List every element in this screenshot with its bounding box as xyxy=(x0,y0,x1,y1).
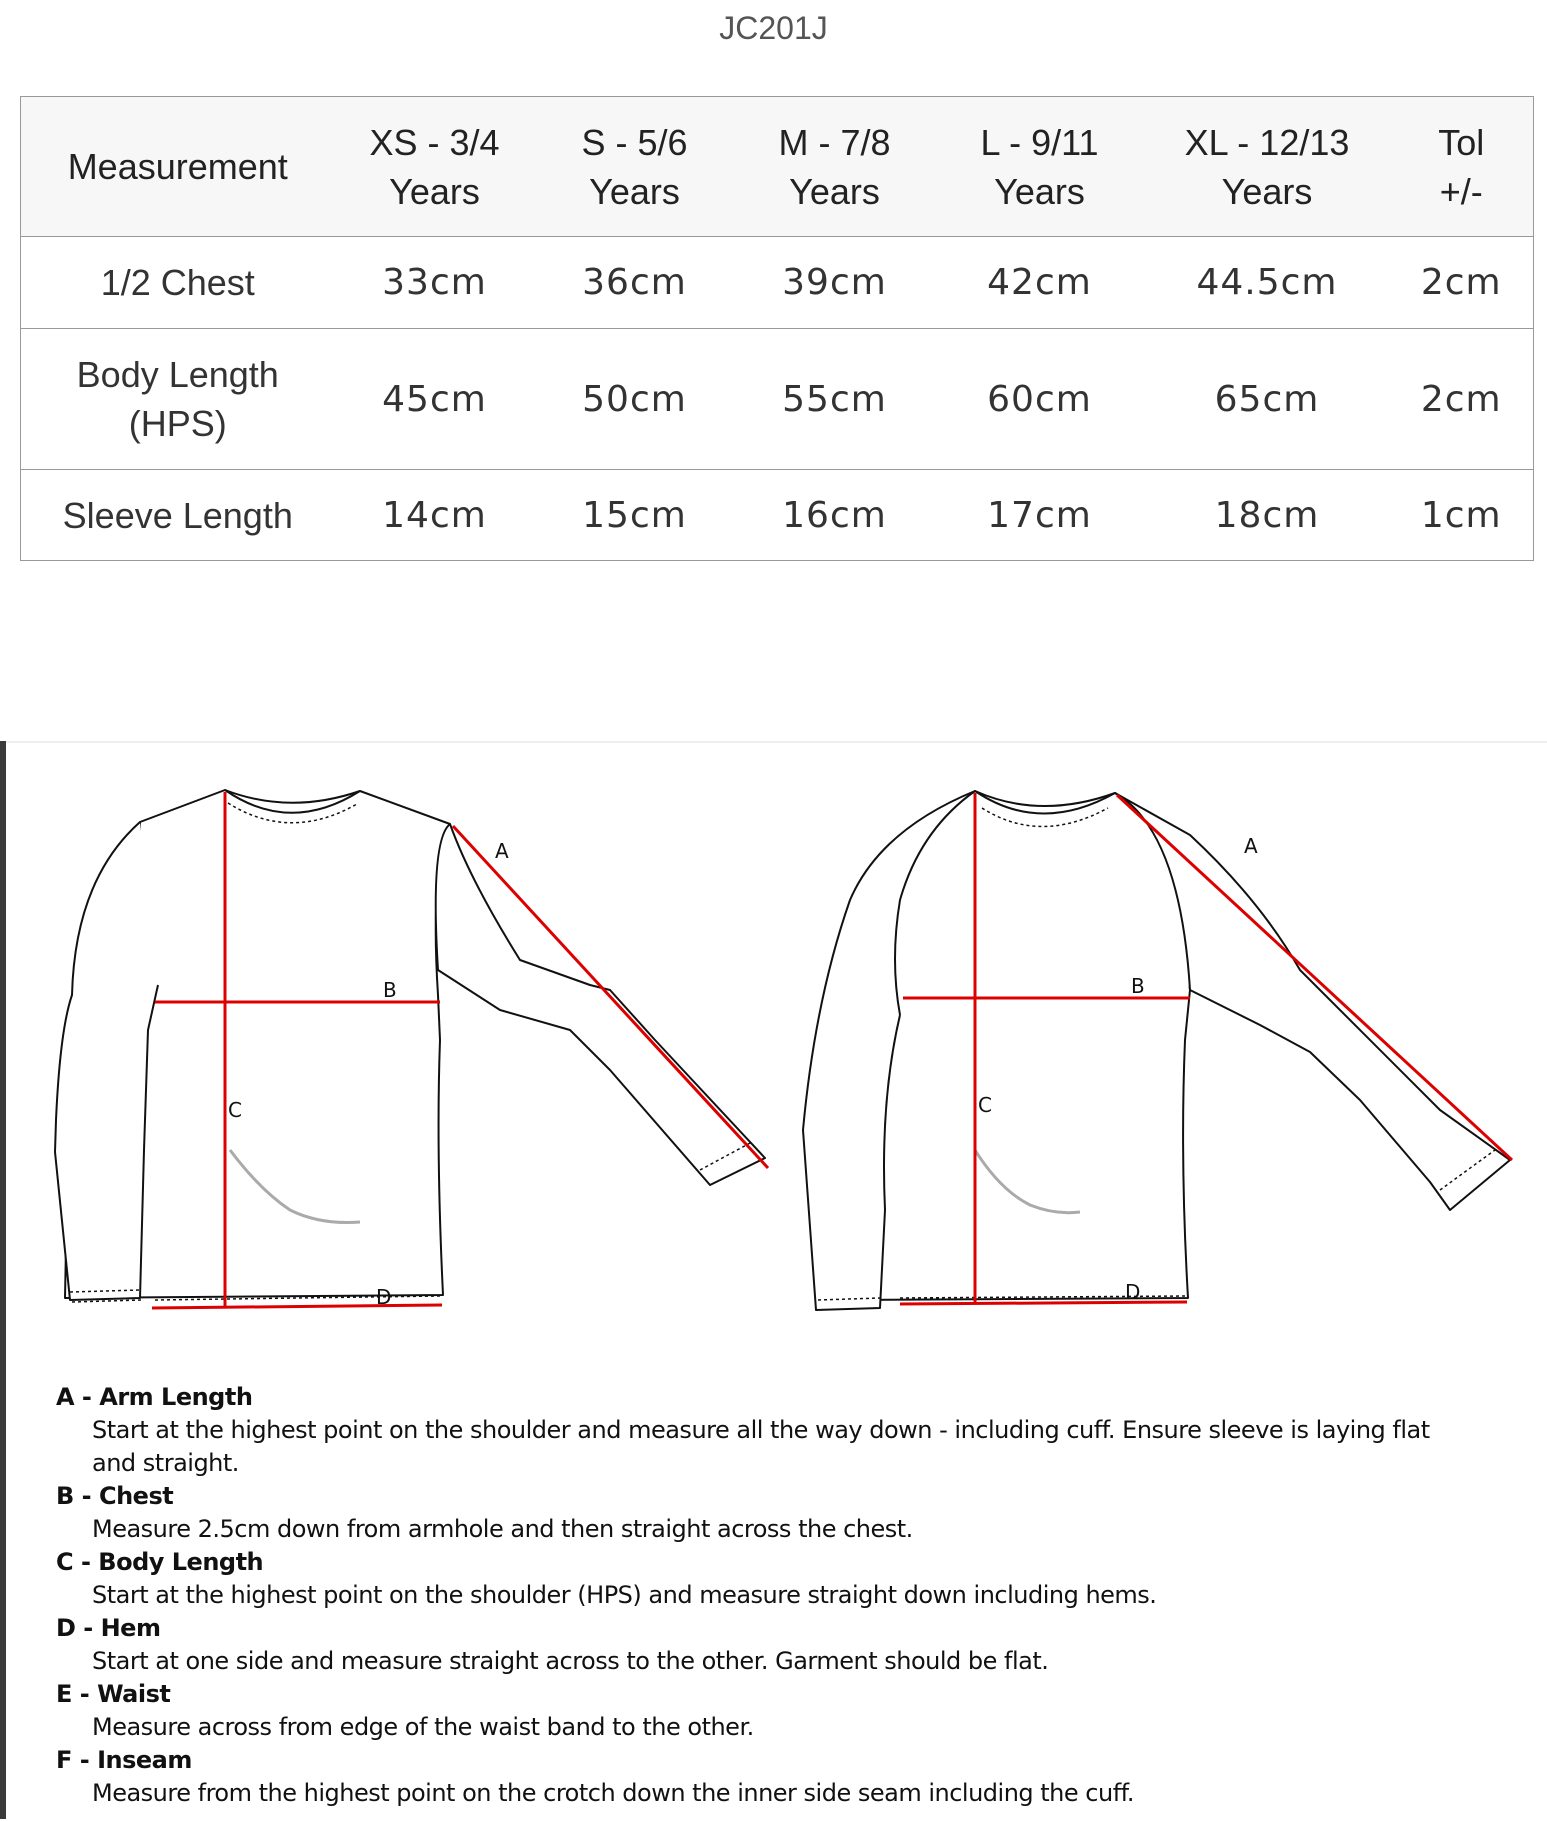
diagram-label-c: C xyxy=(228,1098,242,1122)
legend-description: Start at one side and measure straight across to the other. Garment should be flat. xyxy=(92,1647,1049,1675)
table-cell-tol: 2cm xyxy=(1390,329,1534,470)
header-size-label: XL - 12/13 xyxy=(1184,121,1350,163)
table-cell-tol: 1cm xyxy=(1390,470,1534,561)
legend-item-arm-length xyxy=(56,1381,1496,1480)
legend-term: A - Arm Length xyxy=(56,1383,253,1411)
header-size-unit: Years xyxy=(789,170,880,212)
legend-description: Measure from the highest point on the crotch down the inner side seam including the cuff. xyxy=(92,1779,1134,1807)
header-size-unit: Years xyxy=(389,170,480,212)
legend-description: Start at the highest point on the shoulder and measure all the way down - including cuff. Ensure sleeve is laying flat and straight. xyxy=(92,1416,1430,1477)
size-chart-title: JC201J xyxy=(719,10,828,46)
header-size-label: S - 5/6 xyxy=(581,121,688,163)
table-cell: 44.5cm xyxy=(1145,237,1390,329)
table-cell: 14cm xyxy=(335,470,535,561)
table-cell: 17cm xyxy=(935,470,1145,561)
header-tol-label: Tol xyxy=(1438,121,1485,163)
row-label-line2: (HPS) xyxy=(128,403,227,444)
table-cell: 39cm xyxy=(735,237,935,329)
header-size-label: M - 7/8 xyxy=(778,121,891,163)
left-sleeve-outline xyxy=(55,822,158,1300)
header-tol-sign: +/- xyxy=(1439,170,1483,212)
table-cell: 36cm xyxy=(535,237,735,329)
legend-item-body-length xyxy=(56,1546,1496,1612)
legend-term: B - Chest xyxy=(56,1482,174,1510)
table-cell: 50cm xyxy=(535,329,735,470)
garment-raglan-sleeve xyxy=(803,791,1510,1310)
header-size-unit: Years xyxy=(589,170,680,212)
garment-front-set-in-sleeve xyxy=(55,790,765,1302)
legend-item-waist xyxy=(56,1678,1496,1744)
diagram-label-a: A xyxy=(495,839,509,863)
header-size-unit: Years xyxy=(1221,170,1313,212)
table-cell: 33cm xyxy=(335,237,535,329)
diagram-label-b: B xyxy=(383,978,397,1002)
legend-description: Start at the highest point on the shoulder (HPS) and measure straight down including hems. xyxy=(92,1581,1157,1609)
diagram-label-d: D xyxy=(376,1285,392,1309)
header-measurement: Measurement xyxy=(21,97,335,237)
header-size-unit: Years xyxy=(994,170,1085,212)
legend-term: E - Waist xyxy=(56,1680,171,1708)
legend-term: C - Body Length xyxy=(56,1548,264,1576)
row-label-line1: Body Length xyxy=(76,354,279,395)
legend-item-inseam xyxy=(56,1744,1496,1810)
table-cell: 55cm xyxy=(735,329,935,470)
diagram-label-d: D xyxy=(1125,1280,1141,1304)
legend-term: D - Hem xyxy=(56,1614,161,1642)
table-cell: 45cm xyxy=(335,329,535,470)
table-cell: 18cm xyxy=(1145,470,1390,561)
table-cell-tol: 2cm xyxy=(1390,237,1534,329)
row-label: Sleeve Length xyxy=(21,470,335,561)
legend-item-chest xyxy=(56,1480,1496,1546)
table-cell: 60cm xyxy=(935,329,1145,470)
diagram-label-c: C xyxy=(978,1093,992,1117)
legend-item-hem xyxy=(56,1612,1496,1678)
legend-description: Measure 2.5cm down from armhole and then straight across the chest. xyxy=(92,1515,913,1543)
table-cell: 42cm xyxy=(935,237,1145,329)
measure-line-hem xyxy=(152,1305,442,1308)
table-cell: 65cm xyxy=(1145,329,1390,470)
table-cell: 15cm xyxy=(535,470,735,561)
measurement-legend xyxy=(56,1381,1496,1810)
table-cell: 16cm xyxy=(735,470,935,561)
legend-term: F - Inseam xyxy=(56,1746,192,1774)
header-size-label: XS - 3/4 xyxy=(369,121,500,163)
header-size-label: L - 9/11 xyxy=(980,121,1099,163)
diagram-label-a: A xyxy=(1244,834,1258,858)
right-sleeve-outline xyxy=(436,824,765,1185)
diagram-label-b: B xyxy=(1131,974,1145,998)
row-label: 1/2 Chest xyxy=(21,237,335,329)
measure-line-hem xyxy=(900,1302,1187,1304)
legend-description: Measure across from edge of the waist band to the other. xyxy=(92,1713,754,1741)
